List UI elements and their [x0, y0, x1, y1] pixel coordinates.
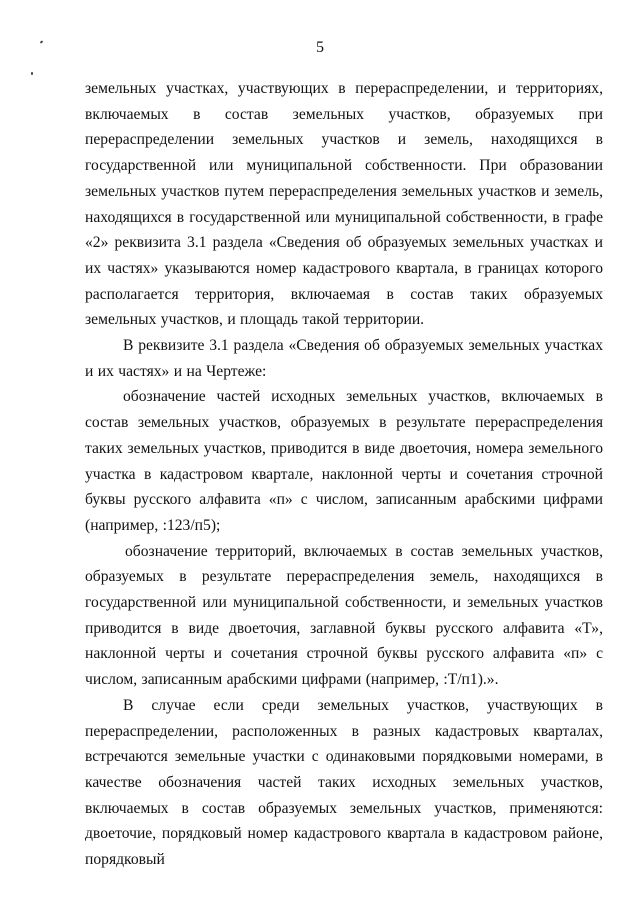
document-body — [85, 76, 603, 873]
scan-speck — [31, 72, 33, 75]
paragraph-requisite-intro: В реквизите 3.1 раздела «Сведения об образуемых земельных участках и их частях» и на Чертеже: — [85, 337, 603, 380]
paragraph-parts-designation: обозначение частей исходных земельных участков, включаемых в состав земельных участков, образуемых в результате перераспределения таких земельных участков, приводится в виде двоеточия, номера земельного участка в кадастровом квартале, наклонной черты и сочетания строчной буквы русского алфавита «п» с числом, записанным арабскими цифрами (например, :123/п5); — [85, 388, 603, 534]
paragraph-continuation: земельных участках, участвующих в перераспределении, и территориях, включаемых в состав земельных участков, образуемых при перераспределении земельных участков и земель, находящихся в государственной или муниципальной собственности. При образовании земельных участков путем перераспределения земельных участков и земель, находящихся в государственной или муниципальной собственности, в графе «2» реквизита 3.1 раздела «Сведения об образуемых земельных участках и их частях» указываются номер кадастрового квартала, в границах которого располагается территория, включаемая в состав таких образуемых земельных участков, и площадь такой территории. — [85, 80, 603, 329]
paragraph-same-numbers-case: В случае если среди земельных участков, участвующих в перераспределении, расположенных в разных кадастровых кварталах, встречаются земельные участки с одинаковыми порядковыми номерами, в качестве обозначения частей таких исходных земельных участков, включаемых в состав образуемых земельных участков, применяются: двоеточие, порядковый номер кадастрового квартала в кадастровом районе, порядковый — [85, 696, 603, 869]
page-number: 5 — [316, 39, 324, 56]
paragraph-territory-designation: обозначение территорий, включаемых в состав земельных участков, образуемых в результате перераспределения земель, находящихся в государственной или муниципальной собственности, и земельных участков приводится в виде двоеточия, заглавной буквы русского алфавита «Т», наклонной черты и сочетания строчной буквы русского алфавита «п» с числом, записанным арабскими цифрами (например, :Т/п1).». — [85, 542, 603, 689]
